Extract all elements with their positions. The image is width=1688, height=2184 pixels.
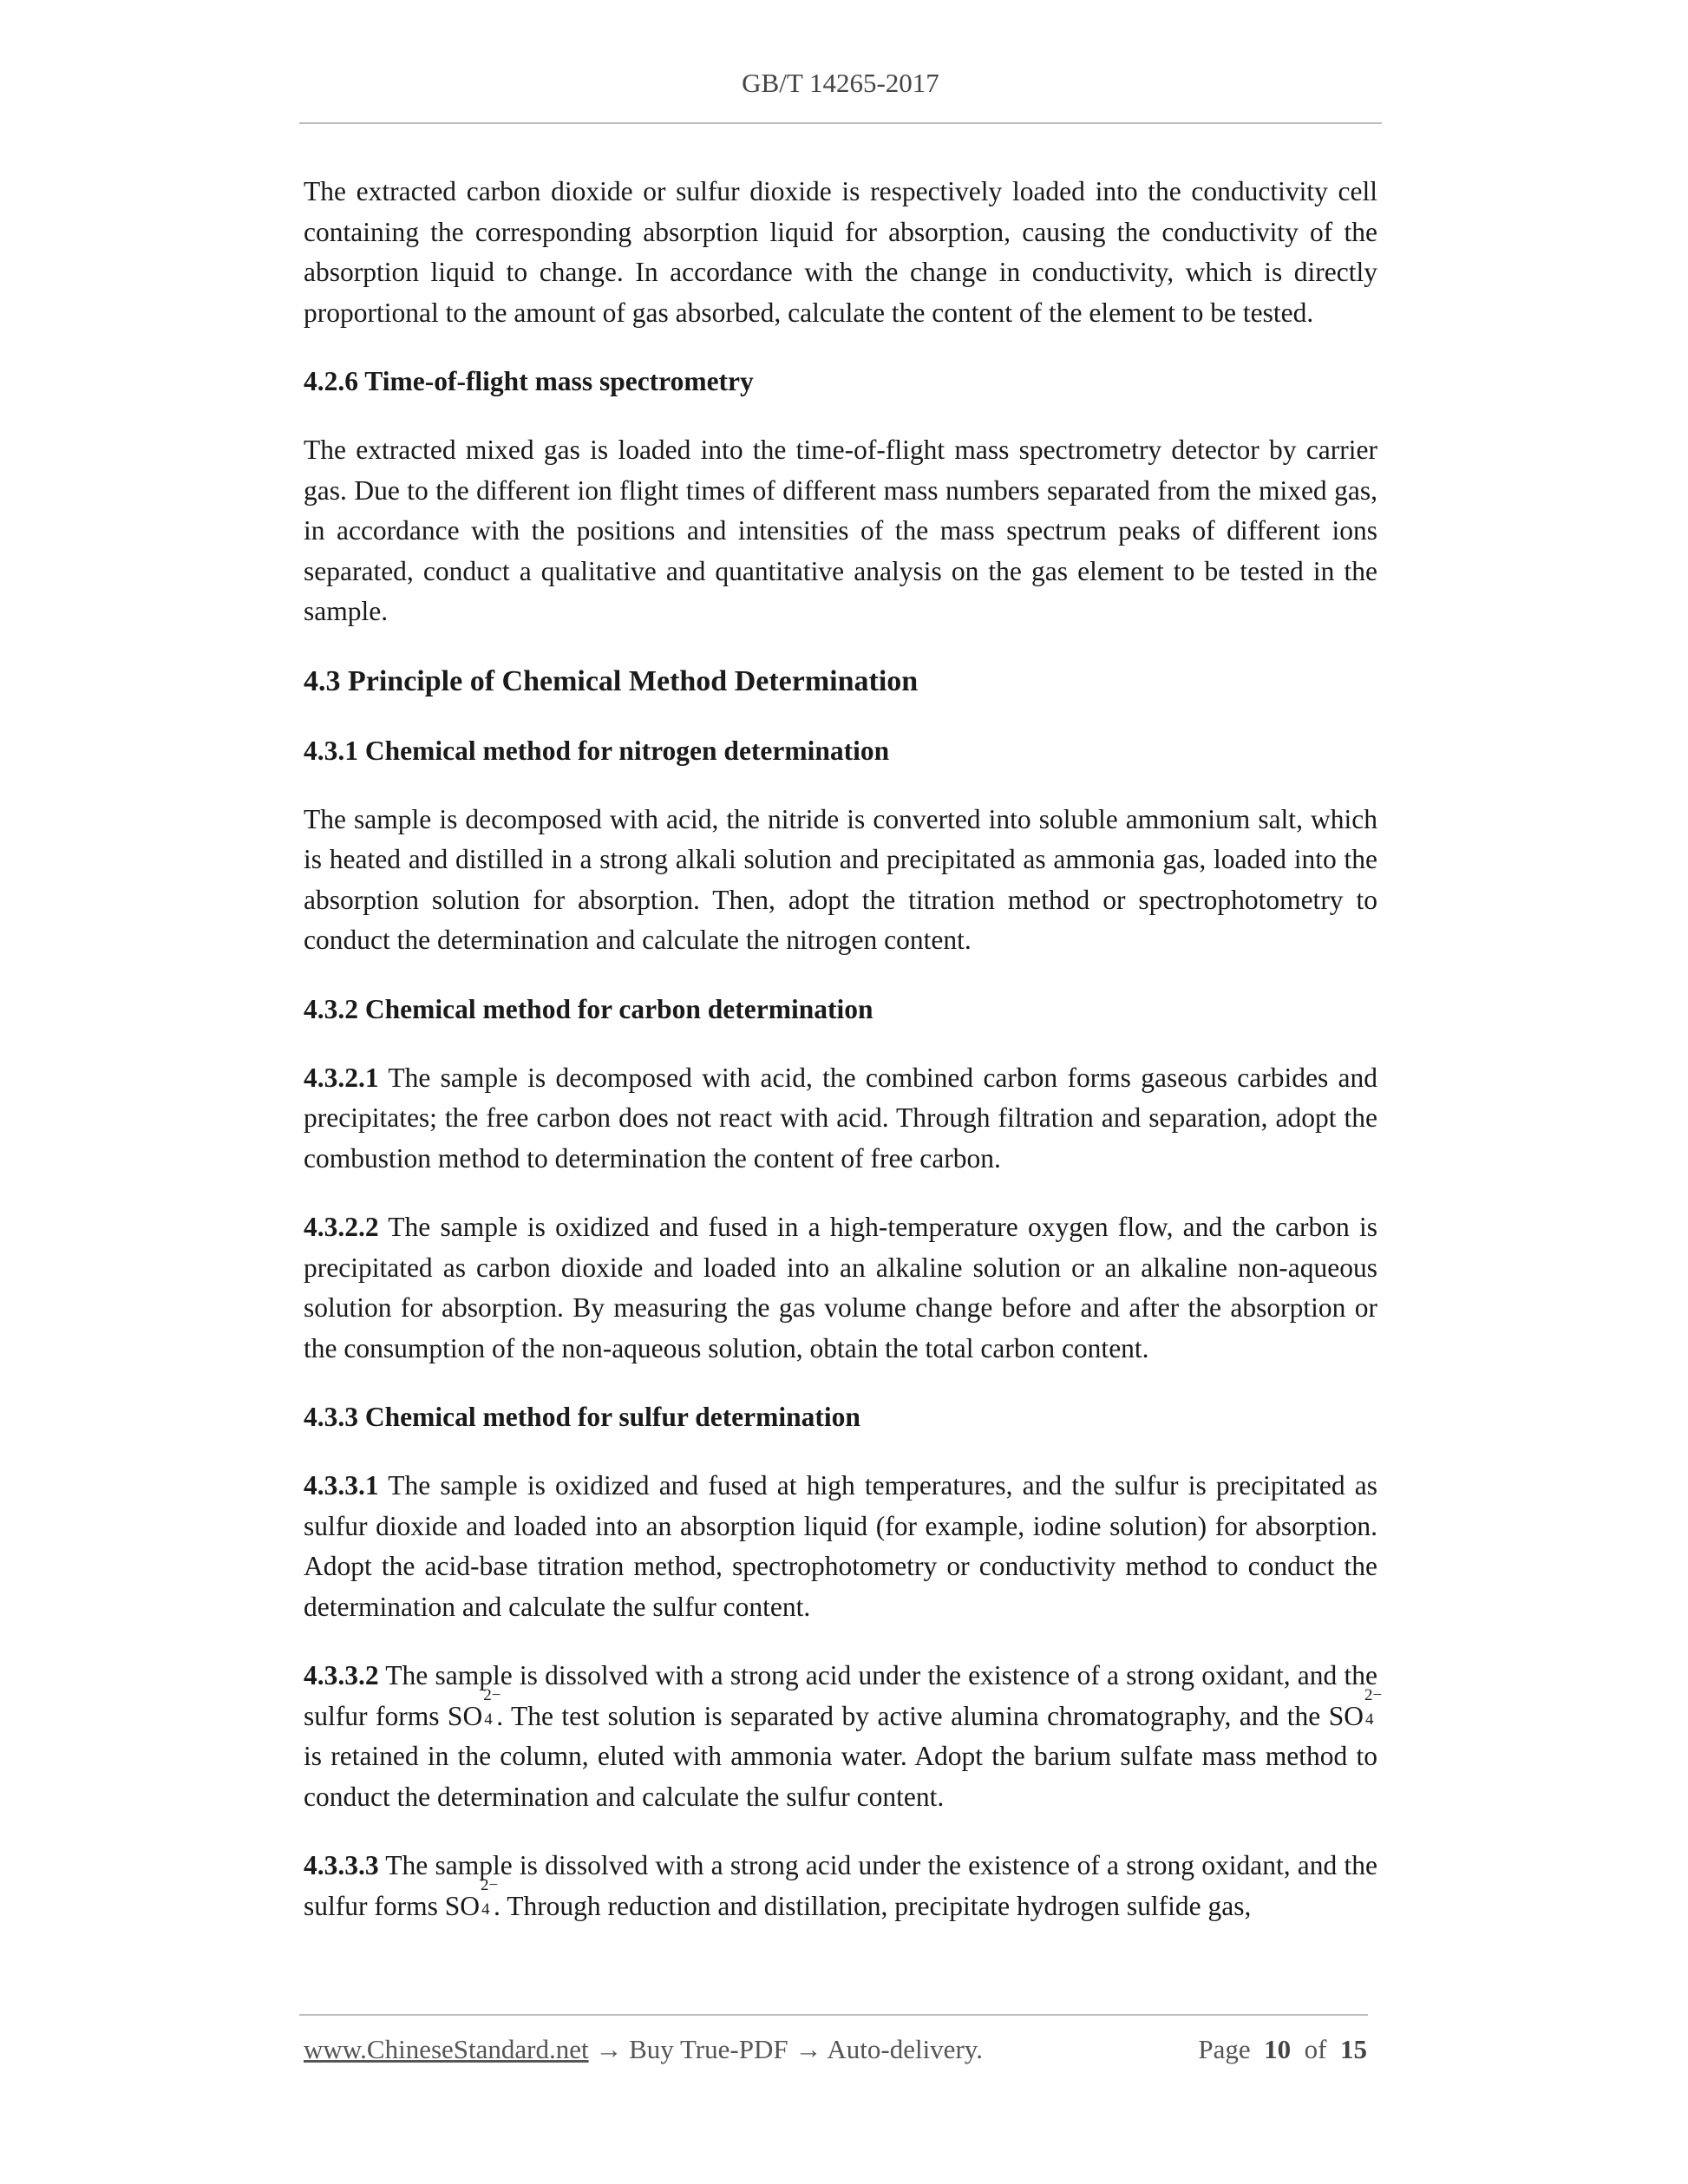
- clause-text: . The test solution is separated by active alumina chromatography, and the: [496, 1700, 1329, 1731]
- heading-4-3-3: 4.3.3 Chemical method for sulfur determination: [304, 1402, 860, 1432]
- page-number: Page 10 of 15: [1198, 2034, 1367, 2064]
- page-footer: [304, 2034, 1367, 2065]
- clause-number: 4.3.2.1: [304, 1062, 379, 1093]
- website-link[interactable]: www.ChineseStandard.net: [304, 2034, 589, 2064]
- heading-4-3-2: 4.3.2 Chemical method for carbon determination: [304, 993, 873, 1024]
- ion-charge: 2−: [483, 1686, 501, 1704]
- footer-divider: [299, 2014, 1368, 2016]
- clause-number: 4.3.3.2: [304, 1660, 379, 1690]
- sulfate-ion-formula: SO 2− 4: [444, 1876, 499, 1921]
- clause-number: 4.3.2.2: [304, 1212, 379, 1242]
- heading-4-3: 4.3 Principle of Chemical Method Determination: [304, 664, 919, 697]
- paragraph-4-3-3-1: [304, 1466, 1377, 1627]
- ion-subscript: 4: [484, 1710, 493, 1729]
- page-header-title: GB/T 14265-2017: [742, 68, 939, 98]
- sulfate-ion-formula: SO 2− 4: [447, 1686, 501, 1731]
- paragraph-4-3-2-2: [304, 1207, 1377, 1369]
- ion-charge: 2−: [1364, 1686, 1383, 1704]
- ion-subscript: 4: [481, 1900, 490, 1919]
- header-divider: [299, 122, 1382, 124]
- clause-text: . Through reduction and distillation, precipitate hydrogen sulfide gas,: [494, 1890, 1252, 1921]
- sulfate-ion-formula: SO 2− 4: [1328, 1686, 1383, 1731]
- clause-number: 4.3.3.1: [304, 1470, 379, 1501]
- ion-subscript: 4: [1365, 1710, 1374, 1729]
- clause-text: is retained in the column, eluted with ammonia water. Adopt the barium sulfate mass method to conduct the determination and calculate the sulfur content.: [304, 1741, 1377, 1812]
- clause-text: The sample is oxidized and fused at high temperatures, and the sulfur is precipitated as sulfur dioxide and loaded into an absorption liquid (for example, iodine solution) for absorption. Adopt the acid-base titration method, spectrophotometry or conductivity method to conduct the determination and calculate the sulfur content.: [304, 1470, 1377, 1622]
- clause-text: The sample is dissolved with a strong acid under the existence of a strong oxidant, and the sulfur forms: [304, 1660, 1377, 1731]
- clause-text: The sample is dissolved with a strong acid under the existence of a strong oxidant, and the sulfur forms: [304, 1850, 1377, 1921]
- document-body: [304, 172, 1383, 1926]
- current-page: 10: [1264, 2034, 1292, 2064]
- paragraph-4-3-1: The sample is decomposed with acid, the nitride is converted into soluble ammonium salt, which is heated and distilled in a strong alkali solution and precipitated as ammonia gas, loaded into the absorption solution for absorption. Then, adopt the titration method or spectrophotometry to conduct the determination and calculate the nitrogen content.: [304, 803, 1377, 955]
- promo-text: → Buy True-PDF → Auto-delivery.: [588, 2034, 983, 2064]
- paragraph-4-3-3-3: [304, 1846, 1377, 1926]
- clause-text: The sample is oxidized and fused in a high-temperature oxygen flow, and the carbon is precipitated as carbon dioxide and loaded into an alkaline solution or an alkaline non-aqueous solution for absorption. By measuring the gas volume change before and after the absorption or the consumption of the non-aqueous solution, obtain the total carbon content.: [304, 1212, 1377, 1363]
- total-pages: 15: [1340, 2034, 1367, 2064]
- paragraph-4-2-6: The extracted mixed gas is loaded into the time-of-flight mass spectrometry detector by carrier gas. Due to the different ion flight times of different mass numbers separated from the mixed gas, in accordance with the positions and intensities of the mass spectrum peaks of different ions separated, conduct a qualitative and quantitative analysis on the gas element to be tested in the sample.: [304, 435, 1377, 626]
- heading-4-3-1: 4.3.1 Chemical method for nitrogen determination: [304, 735, 890, 766]
- ion-charge: 2−: [481, 1876, 499, 1894]
- paragraph-4-3-3-2: [304, 1656, 1383, 1817]
- heading-4-2-6: 4.2.6 Time-of-flight mass spectrometry: [304, 366, 754, 396]
- paragraph-4-3-2-1: [304, 1058, 1377, 1180]
- clause-number: 4.3.3.3: [304, 1850, 379, 1880]
- clause-text: The sample is decomposed with acid, the combined carbon forms gaseous carbides and precipitates; the free carbon does not react with acid. Through filtration and separation, adopt the combustion method to determination the content of free carbon.: [304, 1062, 1377, 1174]
- paragraph-conductivity: The extracted carbon dioxide or sulfur dioxide is respectively loaded into the conductivity cell containing the corresponding absorption liquid for absorption, causing the conductivity of the absorption liquid to change. In accordance with the change in conductivity, which is directly proportional to the amount of gas absorbed, calculate the content of the element to be tested.: [304, 176, 1377, 328]
